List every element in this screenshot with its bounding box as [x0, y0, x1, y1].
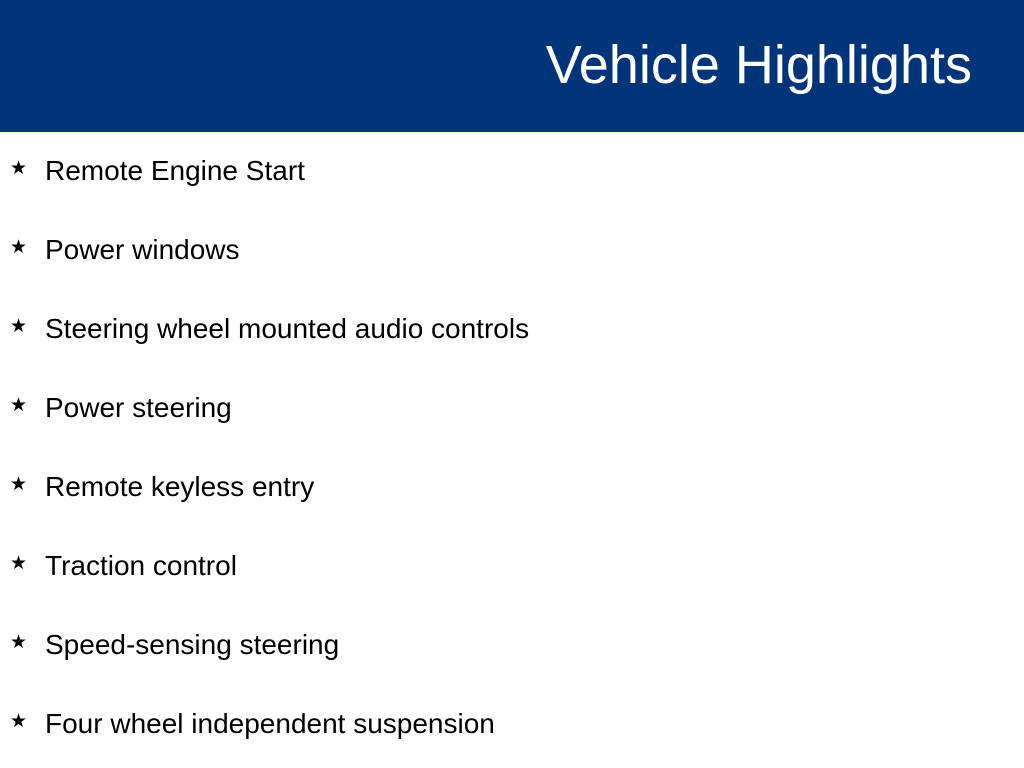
list-item-text: Traction control [45, 550, 237, 581]
list-item [0, 211, 900, 290]
star-icon: ★ [10, 315, 28, 337]
star-icon: ★ [10, 236, 28, 258]
star-icon: ★ [10, 157, 28, 179]
star-icon: ★ [10, 552, 28, 574]
title-banner [0, 0, 1024, 132]
list-item [0, 606, 900, 685]
list-item [0, 527, 900, 606]
star-icon: ★ [10, 394, 28, 416]
star-icon: ★ [10, 473, 28, 495]
list-item-text: Speed-sensing steering [45, 629, 340, 660]
highlights-list [0, 132, 900, 764]
list-item-text: Remote keyless entry [45, 471, 315, 502]
list-item [0, 290, 900, 369]
list-item-text: Four wheel independent suspension [45, 708, 495, 739]
list-item [0, 132, 900, 211]
star-icon: ★ [10, 631, 28, 653]
list-item-text: Steering wheel mounted audio controls [45, 313, 530, 344]
list-item-text: Power steering [45, 392, 232, 423]
star-icon: ★ [10, 710, 28, 732]
list-item [0, 685, 900, 764]
list-item-text: Remote Engine Start [45, 155, 305, 186]
list-item [0, 448, 900, 527]
slide-title: Vehicle Highlights [545, 35, 972, 95]
list-item [0, 369, 900, 448]
list-item-text: Power windows [45, 234, 240, 265]
